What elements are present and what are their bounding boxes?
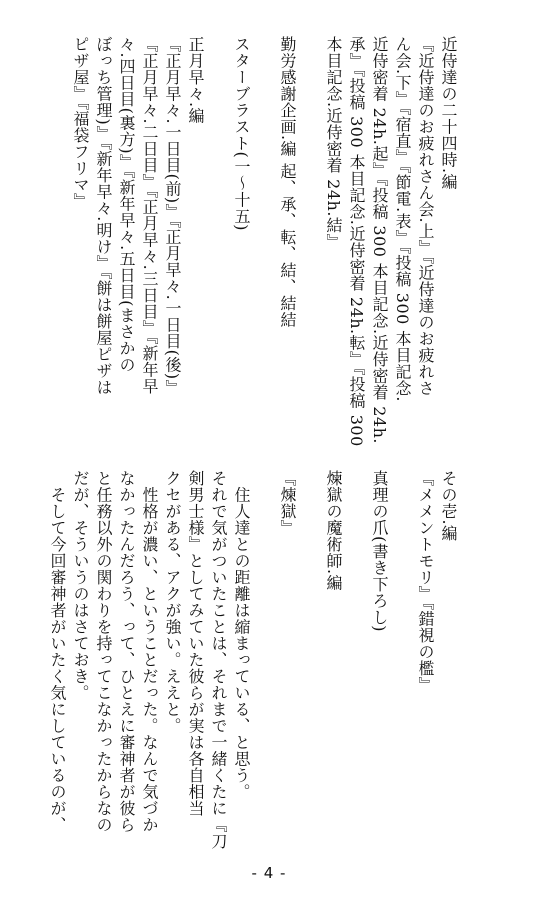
toc-lower-line: そして今回審神者がいたく気にしているのが、 <box>48 470 67 833</box>
toc-lower-line: 剣男士様』としてみていた彼らが実は各自相当 <box>186 470 205 817</box>
toc-upper-line: 勤労感謝企画.編 起、承、転、結、結結 <box>278 36 297 328</box>
toc-upper-line: 承』『投稿 300 本目記念.近侍密着 24h.転』『投稿 300 <box>347 36 366 447</box>
toc-lower-line: 住人達との距離は縮まっている、と思う。 <box>232 470 251 800</box>
page-number: - 4 - <box>251 864 287 882</box>
toc-upper-spacer <box>301 36 320 53</box>
toc-upper-line: 々.四日目(裏方)』『新年早々.五日目(まさかの <box>117 36 136 373</box>
toc-lower-line: クセがある、アクが強い。ええと。 <box>163 470 182 734</box>
toc-upper-line: ぼっち管理)』『新年早々.明け』『餅は餅屋ピザは <box>94 36 113 396</box>
toc-lower-spacer <box>301 470 320 487</box>
toc-lower-spacer <box>255 470 274 487</box>
table-of-contents-lower-and-body <box>46 470 460 860</box>
toc-lower-line: 『メメントモリ』『錯視の檻』 <box>416 470 435 693</box>
toc-upper-spacer <box>255 36 274 53</box>
toc-upper-line: 『正月早々.二日目』『正月早々.三日目』『新年早 <box>140 36 159 395</box>
toc-upper-line: 『正月早々.一日目(前)』『正月早々.一日目(後)』 <box>163 36 182 397</box>
toc-upper-line: 近侍達の二十四時.編 <box>439 36 458 191</box>
toc-lower-line: それで気がついたことは、それまで一緒くたに『刀 <box>209 470 228 850</box>
toc-lower-spacer <box>347 470 366 487</box>
toc-lower-line: 『煉獄』 <box>278 470 297 536</box>
toc-upper-line: 本目記念.近侍密着 24h.結』 <box>324 36 343 250</box>
toc-lower-line: と任務以外の関わりを持ってこなかったからなの <box>94 470 113 833</box>
toc-upper-line: 近侍密着 24h.起』『投稿 300 本目記念.近侍密着 24h. <box>370 36 389 444</box>
toc-lower-line: 真理の爪(書き下ろし) <box>370 470 389 632</box>
toc-upper-line: 『近侍達のお疲れさん会.上』『近侍達のお疲れさ <box>416 36 435 397</box>
toc-lower-line: 煉獄の魔術師.編 <box>324 470 343 592</box>
table-of-contents-upper <box>69 36 460 447</box>
toc-upper-line: 正月早々.編 <box>186 36 205 125</box>
toc-upper-spacer <box>209 36 228 53</box>
toc-lower-line: その壱.編 <box>439 470 458 542</box>
toc-lower-line: なかったんだろう、って、ひとえに審神者が彼ら <box>117 470 136 833</box>
toc-upper-line: ん会.下』『宿直』『節電.表』『投稿 300 本目記念. <box>393 36 412 402</box>
toc-lower-line: だが、そういうのはさておき。 <box>71 470 90 701</box>
toc-upper-line: スターブラスト(一〜十五) <box>232 36 251 231</box>
toc-upper-line: ピザ屋』『福袋フリマ』 <box>71 36 90 210</box>
toc-lower-spacer <box>393 470 412 487</box>
toc-lower-line: 性格が濃い、ということだった。なんで気づか <box>140 470 159 833</box>
